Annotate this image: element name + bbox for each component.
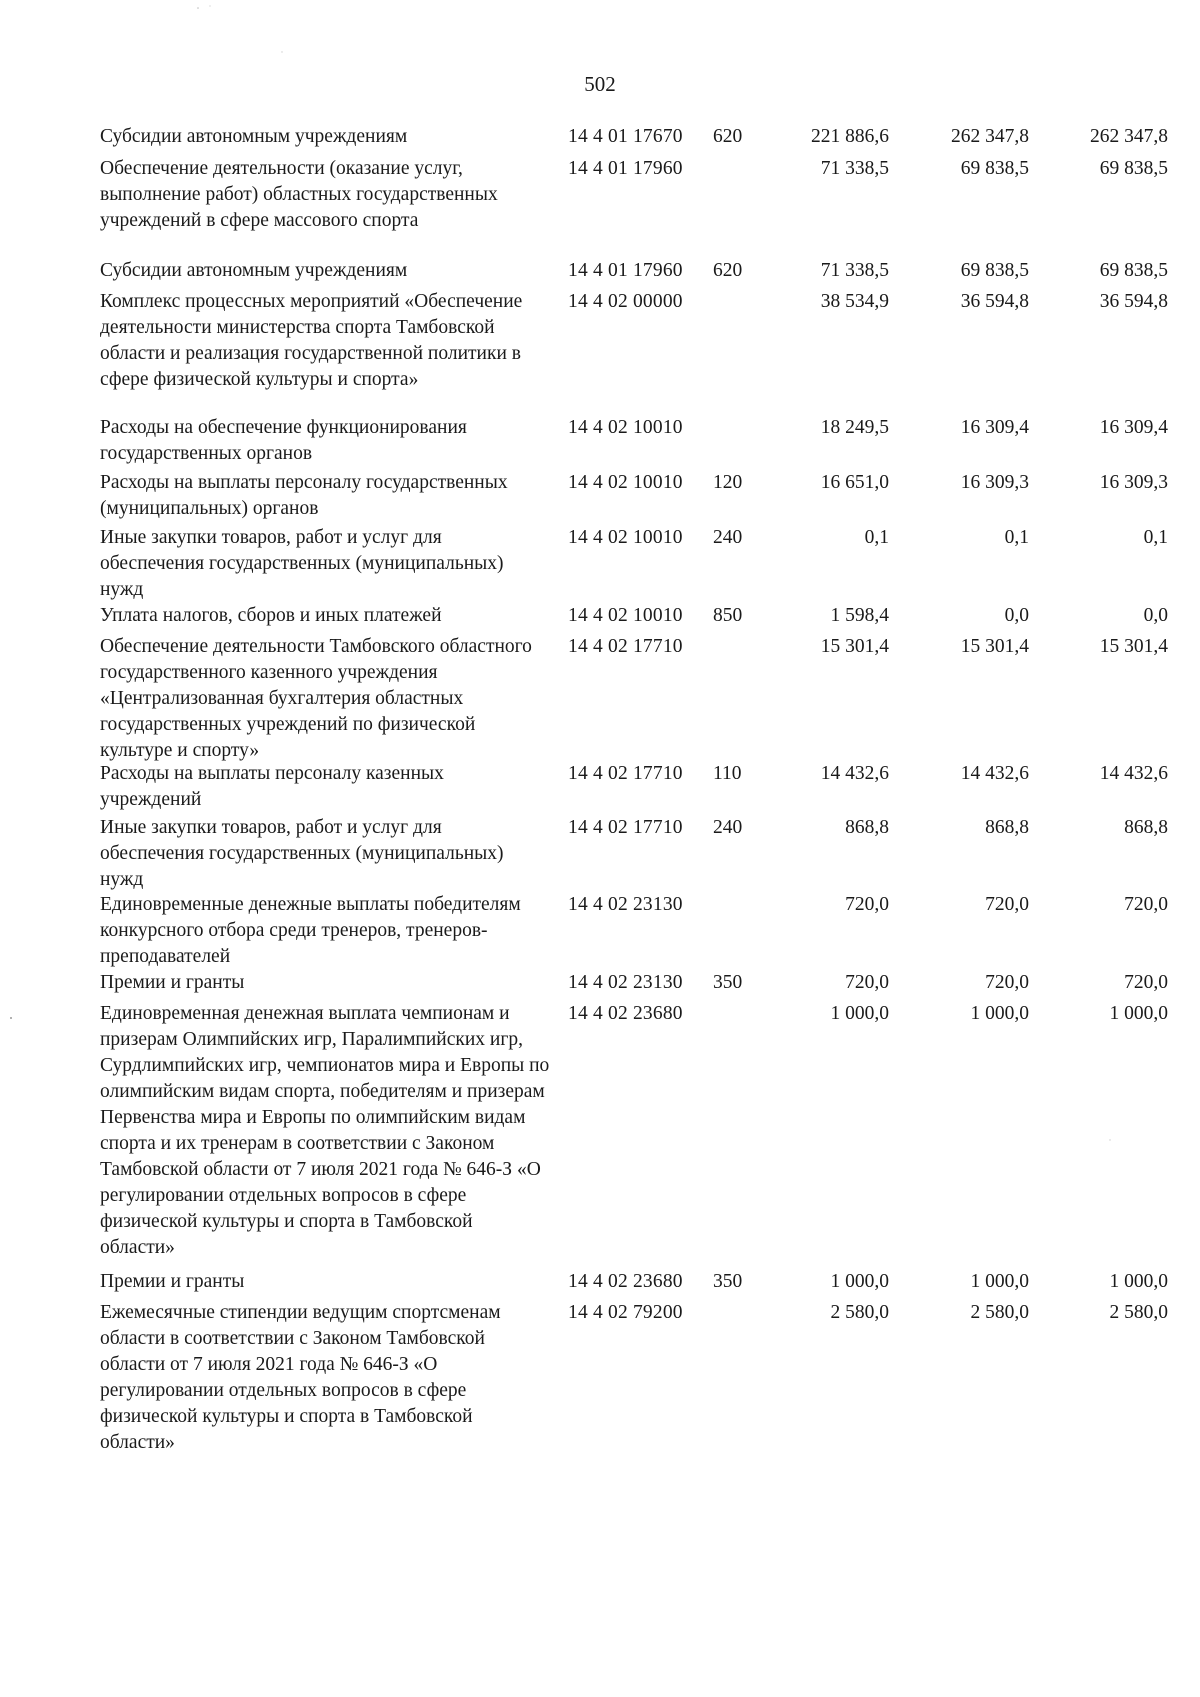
row-expense-type: 110 [713,763,742,784]
row-name: Обеспечение деятельности (оказание услуг, выполнение работ) областных государственных учреждений в сфере массового спорта [100,158,498,231]
row-value-3: 720,0 [1124,972,1168,993]
row-value-1: 71 338,5 [820,260,889,281]
row-code: 14 4 02 00000 [568,291,683,312]
row-code: 14 4 02 23680 [568,1003,683,1024]
row-value-2: 2 580,0 [970,1302,1029,1323]
row-value-2: 0,1 [1004,527,1029,548]
row-value-2: 69 838,5 [960,260,1029,281]
row-code: 14 4 02 10010 [568,472,683,493]
row-expense-type: 240 [713,817,743,838]
row-value-3: 14 432,6 [1099,763,1168,784]
row-value-3: 15 301,4 [1099,636,1168,657]
row-value-3: 69 838,5 [1099,260,1168,281]
row-value-1: 71 338,5 [820,158,889,179]
row-value-3: 720,0 [1124,894,1168,915]
row-value-2: 16 309,3 [960,472,1029,493]
row-value-3: 262 347,8 [1090,126,1168,147]
row-code: 14 4 02 17710 [568,763,683,784]
row-name: Расходы на выплаты персоналу казенных учреждений [100,763,444,810]
row-name: Расходы на выплаты персоналу государственных (муниципальных) органов [100,472,508,519]
row-value-1: 16 651,0 [820,472,889,493]
row-value-2: 1 000,0 [970,1271,1029,1292]
row-value-3: 1 000,0 [1109,1003,1168,1024]
row-expense-type: 120 [713,472,743,493]
row-value-2: 14 432,6 [960,763,1029,784]
row-name: Субсидии автономным учреждениям [100,126,408,147]
row-value-3: 868,8 [1124,817,1168,838]
row-value-2: 1 000,0 [970,1003,1029,1024]
row-code: 14 4 02 79200 [568,1302,683,1323]
row-name: Комплекс процессных мероприятий «Обеспечение деятельности министерства спорта Тамбовской области и реализация государственной политики в сфере физической культуры и спорта» [100,291,523,390]
row-expense-type: 350 [713,972,743,993]
row-code: 14 4 02 10010 [568,605,683,626]
row-name: Обеспечение деятельности Тамбовского областного государственного казенного учреждения «Централизованная бухгалтерия областных государственных учреждений по физической культуре и спорту» [100,636,532,761]
row-value-3: 16 309,4 [1099,417,1168,438]
row-value-1: 868,8 [845,817,889,838]
row-value-1: 15 301,4 [820,636,889,657]
row-code: 14 4 02 10010 [568,417,683,438]
row-value-2: 0,0 [1004,605,1029,626]
row-code: 14 4 01 17960 [568,158,683,179]
row-value-3: 69 838,5 [1099,158,1168,179]
row-name: Иные закупки товаров, работ и услуг для обеспечения государственных (муниципальных) нужд [100,527,504,600]
row-value-2: 36 594,8 [960,291,1029,312]
row-value-3: 16 309,3 [1099,472,1168,493]
row-value-2: 262 347,8 [951,126,1029,147]
row-value-2: 15 301,4 [960,636,1029,657]
row-value-1: 1 000,0 [830,1003,889,1024]
row-value-1: 2 580,0 [830,1302,889,1323]
row-expense-type: 850 [713,605,743,626]
row-name: Единовременные денежные выплаты победителям конкурсного отбора среди тренеров, тренеров-преподавателей [100,894,521,967]
row-name: Премии и гранты [100,1271,245,1292]
row-name: Уплата налогов, сборов и иных платежей [100,605,442,626]
row-code: 14 4 01 17670 [568,126,683,147]
row-name: Субсидии автономным учреждениям [100,260,408,281]
row-value-1: 720,0 [845,972,889,993]
row-value-1: 18 249,5 [820,417,889,438]
row-code: 14 4 02 23130 [568,894,683,915]
row-value-2: 720,0 [985,972,1029,993]
row-code: 14 4 02 23130 [568,972,683,993]
row-name: Ежемесячные стипендии ведущим спортсменам области в соответствии с Законом Тамбовской области от 7 июля 2021 года № 646-З «О регулировании отдельных вопросов в сфере физической культуры и спорта в Тамбовской области» [100,1302,501,1453]
row-value-2: 69 838,5 [960,158,1029,179]
row-name: Иные закупки товаров, работ и услуг для обеспечения государственных (муниципальных) нужд [100,817,504,890]
row-value-3: 0,1 [1143,527,1168,548]
row-value-1: 1 000,0 [830,1271,889,1292]
row-expense-type: 620 [713,260,743,281]
page-number: 502 [584,72,616,96]
row-expense-type: 240 [713,527,743,548]
row-name: Премии и гранты [100,972,245,993]
row-code: 14 4 01 17960 [568,260,683,281]
row-value-1: 14 432,6 [820,763,889,784]
row-value-1: 38 534,9 [820,291,889,312]
row-value-1: 221 886,6 [811,126,889,147]
row-name: Единовременная денежная выплата чемпионам и призерам Олимпийских игр, Паралимпийских игр, Сурдлимпийских игр, чемпионатов мира и Европы по олимпийским видам спорта, победителям и призерам Первенства мира и Европы по олимпийским видам спорта и их тренерам в соответствии с Законом Тамбовской области от 7 июля 2021 года № 646-З «О регулировании отдельных вопросов в сфере физической культуры и спорта в Тамбовской области» [100,1003,550,1258]
row-value-2: 720,0 [985,894,1029,915]
row-expense-type: 350 [713,1271,743,1292]
row-code: 14 4 02 17710 [568,636,683,657]
row-value-2: 16 309,4 [960,417,1029,438]
row-code: 14 4 02 10010 [568,527,683,548]
row-value-1: 1 598,4 [830,605,889,626]
row-value-1: 720,0 [845,894,889,915]
row-value-3: 0,0 [1143,605,1168,626]
row-code: 14 4 02 23680 [568,1271,683,1292]
row-value-1: 0,1 [864,527,889,548]
row-name: Расходы на обеспечение функционирования государственных органов [100,417,467,464]
row-value-2: 868,8 [985,817,1029,838]
row-code: 14 4 02 17710 [568,817,683,838]
row-expense-type: 620 [713,126,743,147]
row-value-3: 36 594,8 [1099,291,1168,312]
row-value-3: 2 580,0 [1109,1302,1168,1323]
row-value-3: 1 000,0 [1109,1271,1168,1292]
